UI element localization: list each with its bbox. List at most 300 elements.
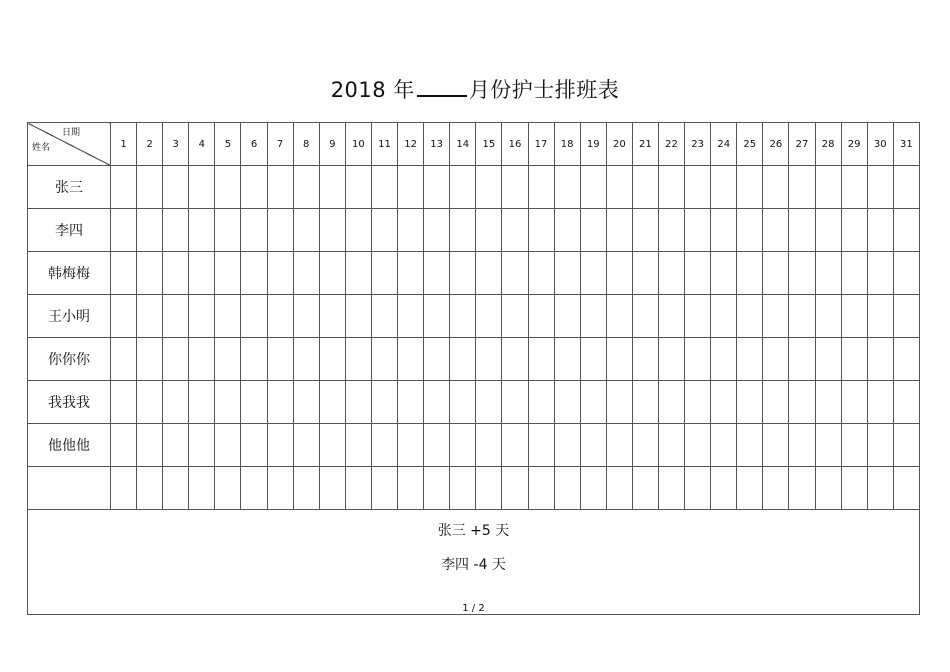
shift-cell-day-6[interactable]: [241, 166, 267, 209]
shift-cell-day-17[interactable]: [528, 381, 554, 424]
shift-cell-day-14[interactable]: [450, 338, 476, 381]
shift-cell-day-17[interactable]: [528, 295, 554, 338]
day-header-21: 21: [632, 123, 658, 166]
shift-cell-day-27[interactable]: [789, 295, 815, 338]
shift-cell-day-16[interactable]: [502, 381, 528, 424]
shift-cell-day-13[interactable]: [424, 295, 450, 338]
shift-cell-day-27[interactable]: [789, 381, 815, 424]
shift-cell-day-11[interactable]: [371, 209, 397, 252]
note-line-2: 李四 -4 天: [441, 557, 506, 573]
shift-cell-day-11[interactable]: [371, 381, 397, 424]
shift-cell-day-25[interactable]: [737, 295, 763, 338]
shift-cell-day-16[interactable]: [502, 467, 528, 510]
shift-cell-day-7[interactable]: [267, 252, 293, 295]
shift-cell-day-7[interactable]: [267, 209, 293, 252]
shift-cell-day-20[interactable]: [606, 381, 632, 424]
shift-cell-day-11[interactable]: [371, 338, 397, 381]
shift-cell-day-18[interactable]: [554, 209, 580, 252]
shift-cell-day-22[interactable]: [658, 424, 684, 467]
day-header-6: 6: [241, 123, 267, 166]
day-header-23: 23: [685, 123, 711, 166]
shift-cell-day-23[interactable]: [685, 424, 711, 467]
shift-cell-day-19[interactable]: [580, 467, 606, 510]
shift-cell-day-13[interactable]: [424, 424, 450, 467]
shift-cell-day-18[interactable]: [554, 381, 580, 424]
shift-cell-day-5[interactable]: [215, 467, 241, 510]
shift-cell-day-3[interactable]: [163, 424, 189, 467]
day-header-31: 31: [893, 123, 919, 166]
shift-cell-day-9[interactable]: [319, 209, 345, 252]
shift-cell-day-16[interactable]: [502, 166, 528, 209]
shift-cell-day-20[interactable]: [606, 252, 632, 295]
shift-cell-day-22[interactable]: [658, 338, 684, 381]
day-header-20: 20: [606, 123, 632, 166]
nurse-row: [28, 424, 920, 467]
shift-cell-day-5[interactable]: [215, 295, 241, 338]
shift-cell-day-20[interactable]: [606, 467, 632, 510]
shift-cell-day-11[interactable]: [371, 424, 397, 467]
shift-cell-day-3[interactable]: [163, 295, 189, 338]
shift-cell-day-17[interactable]: [528, 166, 554, 209]
shift-cell-day-6[interactable]: [241, 209, 267, 252]
shift-cell-day-23[interactable]: [685, 209, 711, 252]
shift-cell-day-31[interactable]: [893, 381, 919, 424]
shift-cell-day-15[interactable]: [476, 209, 502, 252]
shift-cell-day-26[interactable]: [763, 424, 789, 467]
shift-cell-day-5[interactable]: [215, 252, 241, 295]
shift-cell-day-15[interactable]: [476, 338, 502, 381]
shift-cell-day-4[interactable]: [189, 166, 215, 209]
shift-cell-day-5[interactable]: [215, 209, 241, 252]
day-header-27: 27: [789, 123, 815, 166]
day-header-16: 16: [502, 123, 528, 166]
nurse-row: [28, 209, 920, 252]
shift-cell-day-8[interactable]: [293, 166, 319, 209]
shift-cell-day-5[interactable]: [215, 424, 241, 467]
shift-cell-day-16[interactable]: [502, 252, 528, 295]
shift-cell-day-28[interactable]: [815, 381, 841, 424]
shift-cell-day-28[interactable]: [815, 209, 841, 252]
shift-cell-day-13[interactable]: [424, 209, 450, 252]
shift-cell-day-30[interactable]: [867, 424, 893, 467]
shift-cell-day-5[interactable]: [215, 338, 241, 381]
shift-cell-day-7[interactable]: [267, 295, 293, 338]
shift-cell-day-3[interactable]: [163, 166, 189, 209]
shift-cell-day-6[interactable]: [241, 381, 267, 424]
day-header-12: 12: [398, 123, 424, 166]
shift-cell-day-9[interactable]: [319, 252, 345, 295]
shift-cell-day-1[interactable]: [111, 424, 137, 467]
nurse-name-cell: 我我我: [28, 381, 111, 424]
shift-cell-day-6[interactable]: [241, 338, 267, 381]
nurse-name-cell: 你你你: [28, 338, 111, 381]
shift-cell-day-4[interactable]: [189, 467, 215, 510]
shift-cell-day-31[interactable]: [893, 209, 919, 252]
shift-cell-day-4[interactable]: [189, 381, 215, 424]
shift-cell-day-21[interactable]: [632, 467, 658, 510]
shift-cell-day-30[interactable]: [867, 209, 893, 252]
nurse-name-cell: [28, 467, 111, 510]
day-header-17: 17: [528, 123, 554, 166]
shift-cell-day-20[interactable]: [606, 209, 632, 252]
shift-cell-day-18[interactable]: [554, 467, 580, 510]
shift-cell-day-29[interactable]: [841, 166, 867, 209]
shift-cell-day-14[interactable]: [450, 166, 476, 209]
shift-cell-day-19[interactable]: [580, 252, 606, 295]
nurse-row: [28, 295, 920, 338]
shift-cell-day-30[interactable]: [867, 381, 893, 424]
day-header-4: 4: [189, 123, 215, 166]
shift-cell-day-17[interactable]: [528, 252, 554, 295]
shift-cell-day-10[interactable]: [345, 252, 371, 295]
shift-cell-day-3[interactable]: [163, 209, 189, 252]
shift-cell-day-3[interactable]: [163, 467, 189, 510]
shift-cell-day-17[interactable]: [528, 467, 554, 510]
shift-cell-day-9[interactable]: [319, 424, 345, 467]
shift-cell-day-2[interactable]: [137, 295, 163, 338]
shift-cell-day-12[interactable]: [398, 166, 424, 209]
shift-cell-day-2[interactable]: [137, 381, 163, 424]
day-header-9: 9: [319, 123, 345, 166]
shift-cell-day-28[interactable]: [815, 295, 841, 338]
shift-cell-day-30[interactable]: [867, 467, 893, 510]
shift-cell-day-5[interactable]: [215, 381, 241, 424]
shift-cell-day-19[interactable]: [580, 166, 606, 209]
shift-cell-day-9[interactable]: [319, 467, 345, 510]
shift-cell-day-12[interactable]: [398, 252, 424, 295]
shift-cell-day-2[interactable]: [137, 338, 163, 381]
shift-cell-day-14[interactable]: [450, 424, 476, 467]
shift-cell-day-26[interactable]: [763, 381, 789, 424]
shift-cell-day-8[interactable]: [293, 295, 319, 338]
shift-cell-day-25[interactable]: [737, 166, 763, 209]
day-header-28: 28: [815, 123, 841, 166]
shift-cell-day-22[interactable]: [658, 209, 684, 252]
shift-cell-day-29[interactable]: [841, 252, 867, 295]
title-month-blank[interactable]: [417, 79, 467, 97]
shift-cell-day-15[interactable]: [476, 424, 502, 467]
shift-cell-day-22[interactable]: [658, 381, 684, 424]
corner-name-label: 姓名: [32, 143, 51, 153]
shift-cell-day-2[interactable]: [137, 209, 163, 252]
shift-cell-day-24[interactable]: [711, 338, 737, 381]
shift-cell-day-18[interactable]: [554, 424, 580, 467]
shift-cell-day-12[interactable]: [398, 209, 424, 252]
shift-cell-day-12[interactable]: [398, 381, 424, 424]
shift-cell-day-25[interactable]: [737, 424, 763, 467]
shift-cell-day-2[interactable]: [137, 467, 163, 510]
shift-cell-day-19[interactable]: [580, 295, 606, 338]
shift-cell-day-12[interactable]: [398, 424, 424, 467]
shift-cell-day-22[interactable]: [658, 467, 684, 510]
shift-cell-day-9[interactable]: [319, 166, 345, 209]
shift-cell-day-11[interactable]: [371, 166, 397, 209]
shift-cell-day-26[interactable]: [763, 166, 789, 209]
day-header-26: 26: [763, 123, 789, 166]
shift-cell-day-7[interactable]: [267, 338, 293, 381]
shift-cell-day-19[interactable]: [580, 424, 606, 467]
shift-cell-day-8[interactable]: [293, 381, 319, 424]
shift-cell-day-4[interactable]: [189, 209, 215, 252]
shift-cell-day-30[interactable]: [867, 252, 893, 295]
shift-cell-day-20[interactable]: [606, 166, 632, 209]
nurse-name-cell: 韩梅梅: [28, 252, 111, 295]
shift-cell-day-21[interactable]: [632, 209, 658, 252]
shift-cell-day-23[interactable]: [685, 295, 711, 338]
shift-cell-day-24[interactable]: [711, 467, 737, 510]
shift-cell-day-19[interactable]: [580, 381, 606, 424]
shift-cell-day-27[interactable]: [789, 252, 815, 295]
shift-cell-day-11[interactable]: [371, 252, 397, 295]
shift-cell-day-1[interactable]: [111, 252, 137, 295]
shift-cell-day-7[interactable]: [267, 381, 293, 424]
shift-cell-day-29[interactable]: [841, 209, 867, 252]
shift-cell-day-27[interactable]: [789, 424, 815, 467]
shift-cell-day-31[interactable]: [893, 424, 919, 467]
nurse-name-cell: 他他他: [28, 424, 111, 467]
shift-cell-day-12[interactable]: [398, 338, 424, 381]
day-header-30: 30: [867, 123, 893, 166]
shift-cell-day-14[interactable]: [450, 467, 476, 510]
shift-cell-day-16[interactable]: [502, 424, 528, 467]
shift-cell-day-27[interactable]: [789, 166, 815, 209]
shift-cell-day-25[interactable]: [737, 209, 763, 252]
shift-cell-day-18[interactable]: [554, 338, 580, 381]
day-header-1: 1: [111, 123, 137, 166]
day-header-22: 22: [658, 123, 684, 166]
shift-cell-day-23[interactable]: [685, 166, 711, 209]
shift-cell-day-10[interactable]: [345, 467, 371, 510]
shift-cell-day-18[interactable]: [554, 252, 580, 295]
shift-cell-day-1[interactable]: [111, 338, 137, 381]
shift-cell-day-17[interactable]: [528, 209, 554, 252]
shift-cell-day-7[interactable]: [267, 424, 293, 467]
shift-cell-day-19[interactable]: [580, 209, 606, 252]
day-header-13: 13: [424, 123, 450, 166]
shift-cell-day-8[interactable]: [293, 467, 319, 510]
shift-cell-day-10[interactable]: [345, 381, 371, 424]
shift-cell-day-21[interactable]: [632, 166, 658, 209]
shift-cell-day-26[interactable]: [763, 467, 789, 510]
shift-cell-day-28[interactable]: [815, 467, 841, 510]
shift-cell-day-10[interactable]: [345, 166, 371, 209]
nurse-name-cell: 张三: [28, 166, 111, 209]
shift-cell-day-28[interactable]: [815, 338, 841, 381]
shift-cell-day-30[interactable]: [867, 338, 893, 381]
shift-cell-day-11[interactable]: [371, 295, 397, 338]
shift-cell-day-25[interactable]: [737, 381, 763, 424]
shift-cell-day-16[interactable]: [502, 209, 528, 252]
shift-cell-day-8[interactable]: [293, 252, 319, 295]
shift-cell-day-6[interactable]: [241, 467, 267, 510]
shift-cell-day-26[interactable]: [763, 295, 789, 338]
shift-cell-day-21[interactable]: [632, 381, 658, 424]
shift-cell-day-19[interactable]: [580, 338, 606, 381]
note-line-1: 张三 +5 天: [437, 523, 510, 539]
shift-cell-day-15[interactable]: [476, 295, 502, 338]
shift-cell-day-4[interactable]: [189, 338, 215, 381]
shift-cell-day-21[interactable]: [632, 295, 658, 338]
shift-cell-day-12[interactable]: [398, 295, 424, 338]
header-row: [28, 123, 920, 166]
day-header-29: 29: [841, 123, 867, 166]
schedule-table: [27, 122, 920, 615]
shift-cell-day-23[interactable]: [685, 252, 711, 295]
shift-cell-day-24[interactable]: [711, 295, 737, 338]
schedule-body: [28, 166, 920, 510]
shift-cell-day-15[interactable]: [476, 381, 502, 424]
shift-cell-day-1[interactable]: [111, 295, 137, 338]
shift-cell-day-28[interactable]: [815, 252, 841, 295]
shift-cell-day-20[interactable]: [606, 424, 632, 467]
shift-cell-day-22[interactable]: [658, 295, 684, 338]
shift-cell-day-1[interactable]: [111, 381, 137, 424]
shift-cell-day-1[interactable]: [111, 166, 137, 209]
shift-cell-day-3[interactable]: [163, 338, 189, 381]
shift-cell-day-31[interactable]: [893, 467, 919, 510]
title-year: 2018 年: [330, 78, 415, 102]
shift-cell-day-14[interactable]: [450, 381, 476, 424]
nurse-row: [28, 381, 920, 424]
shift-cell-day-14[interactable]: [450, 295, 476, 338]
shift-cell-day-9[interactable]: [319, 295, 345, 338]
nurse-name-cell: 王小明: [28, 295, 111, 338]
day-header-11: 11: [371, 123, 397, 166]
shift-cell-day-26[interactable]: [763, 338, 789, 381]
shift-cell-day-2[interactable]: [137, 424, 163, 467]
shift-cell-day-14[interactable]: [450, 252, 476, 295]
shift-cell-day-9[interactable]: [319, 381, 345, 424]
shift-cell-day-1[interactable]: [111, 209, 137, 252]
day-header-25: 25: [737, 123, 763, 166]
shift-cell-day-27[interactable]: [789, 467, 815, 510]
shift-cell-day-24[interactable]: [711, 252, 737, 295]
shift-cell-day-14[interactable]: [450, 209, 476, 252]
shift-cell-day-30[interactable]: [867, 166, 893, 209]
day-header-19: 19: [580, 123, 606, 166]
shift-cell-day-25[interactable]: [737, 252, 763, 295]
nurse-row: [28, 467, 920, 510]
shift-cell-day-15[interactable]: [476, 166, 502, 209]
shift-cell-day-23[interactable]: [685, 467, 711, 510]
shift-cell-day-31[interactable]: [893, 252, 919, 295]
shift-cell-day-27[interactable]: [789, 338, 815, 381]
shift-cell-day-20[interactable]: [606, 295, 632, 338]
day-header-14: 14: [450, 123, 476, 166]
shift-cell-day-29[interactable]: [841, 381, 867, 424]
shift-cell-day-22[interactable]: [658, 252, 684, 295]
day-header-10: 10: [345, 123, 371, 166]
shift-cell-day-23[interactable]: [685, 381, 711, 424]
shift-cell-day-4[interactable]: [189, 252, 215, 295]
day-header-15: 15: [476, 123, 502, 166]
shift-cell-day-27[interactable]: [789, 209, 815, 252]
shift-cell-day-25[interactable]: [737, 338, 763, 381]
shift-cell-day-31[interactable]: [893, 338, 919, 381]
shift-cell-day-15[interactable]: [476, 467, 502, 510]
shift-cell-day-31[interactable]: [893, 166, 919, 209]
page-indicator: 1 / 2: [462, 603, 485, 614]
shift-cell-day-18[interactable]: [554, 166, 580, 209]
shift-cell-day-5[interactable]: [215, 166, 241, 209]
shift-cell-day-7[interactable]: [267, 467, 293, 510]
shift-cell-day-8[interactable]: [293, 424, 319, 467]
shift-cell-day-31[interactable]: [893, 295, 919, 338]
title-suffix: 月份护士排班表: [468, 78, 620, 102]
day-header-24: 24: [711, 123, 737, 166]
shift-cell-day-3[interactable]: [163, 252, 189, 295]
shift-cell-day-18[interactable]: [554, 295, 580, 338]
shift-cell-day-2[interactable]: [137, 166, 163, 209]
shift-cell-day-29[interactable]: [841, 295, 867, 338]
shift-cell-day-9[interactable]: [319, 338, 345, 381]
shift-cell-day-13[interactable]: [424, 338, 450, 381]
shift-cell-day-21[interactable]: [632, 252, 658, 295]
shift-cell-day-13[interactable]: [424, 252, 450, 295]
shift-cell-day-28[interactable]: [815, 424, 841, 467]
shift-cell-day-29[interactable]: [841, 424, 867, 467]
shift-cell-day-17[interactable]: [528, 338, 554, 381]
shift-cell-day-10[interactable]: [345, 209, 371, 252]
shift-cell-day-21[interactable]: [632, 424, 658, 467]
shift-cell-day-24[interactable]: [711, 209, 737, 252]
nurse-row: [28, 252, 920, 295]
shift-cell-day-11[interactable]: [371, 467, 397, 510]
notes-row: [28, 510, 920, 615]
shift-cell-day-12[interactable]: [398, 467, 424, 510]
shift-cell-day-28[interactable]: [815, 166, 841, 209]
shift-cell-day-29[interactable]: [841, 338, 867, 381]
day-header-3: 3: [163, 123, 189, 166]
shift-cell-day-6[interactable]: [241, 295, 267, 338]
shift-cell-day-2[interactable]: [137, 252, 163, 295]
shift-cell-day-8[interactable]: [293, 338, 319, 381]
shift-cell-day-21[interactable]: [632, 338, 658, 381]
shift-cell-day-3[interactable]: [163, 381, 189, 424]
shift-cell-day-16[interactable]: [502, 295, 528, 338]
shift-cell-day-8[interactable]: [293, 209, 319, 252]
shift-cell-day-30[interactable]: [867, 295, 893, 338]
shift-cell-day-15[interactable]: [476, 252, 502, 295]
shift-cell-day-10[interactable]: [345, 295, 371, 338]
shift-cell-day-20[interactable]: [606, 338, 632, 381]
shift-cell-day-13[interactable]: [424, 166, 450, 209]
shift-cell-day-4[interactable]: [189, 424, 215, 467]
shift-cell-day-26[interactable]: [763, 209, 789, 252]
shift-cell-day-10[interactable]: [345, 338, 371, 381]
shift-cell-day-10[interactable]: [345, 424, 371, 467]
shift-cell-day-22[interactable]: [658, 166, 684, 209]
day-header-5: 5: [215, 123, 241, 166]
day-header-2: 2: [137, 123, 163, 166]
shift-cell-day-6[interactable]: [241, 252, 267, 295]
shift-cell-day-24[interactable]: [711, 166, 737, 209]
shift-cell-day-25[interactable]: [737, 467, 763, 510]
shift-cell-day-23[interactable]: [685, 338, 711, 381]
shift-cell-day-24[interactable]: [711, 424, 737, 467]
shift-cell-day-7[interactable]: [267, 166, 293, 209]
shift-cell-day-4[interactable]: [189, 295, 215, 338]
shift-cell-day-16[interactable]: [502, 338, 528, 381]
shift-cell-day-24[interactable]: [711, 381, 737, 424]
shift-cell-day-1[interactable]: [111, 467, 137, 510]
shift-cell-day-13[interactable]: [424, 381, 450, 424]
shift-cell-day-17[interactable]: [528, 424, 554, 467]
shift-cell-day-13[interactable]: [424, 467, 450, 510]
shift-cell-day-6[interactable]: [241, 424, 267, 467]
shift-cell-day-29[interactable]: [841, 467, 867, 510]
shift-cell-day-26[interactable]: [763, 252, 789, 295]
